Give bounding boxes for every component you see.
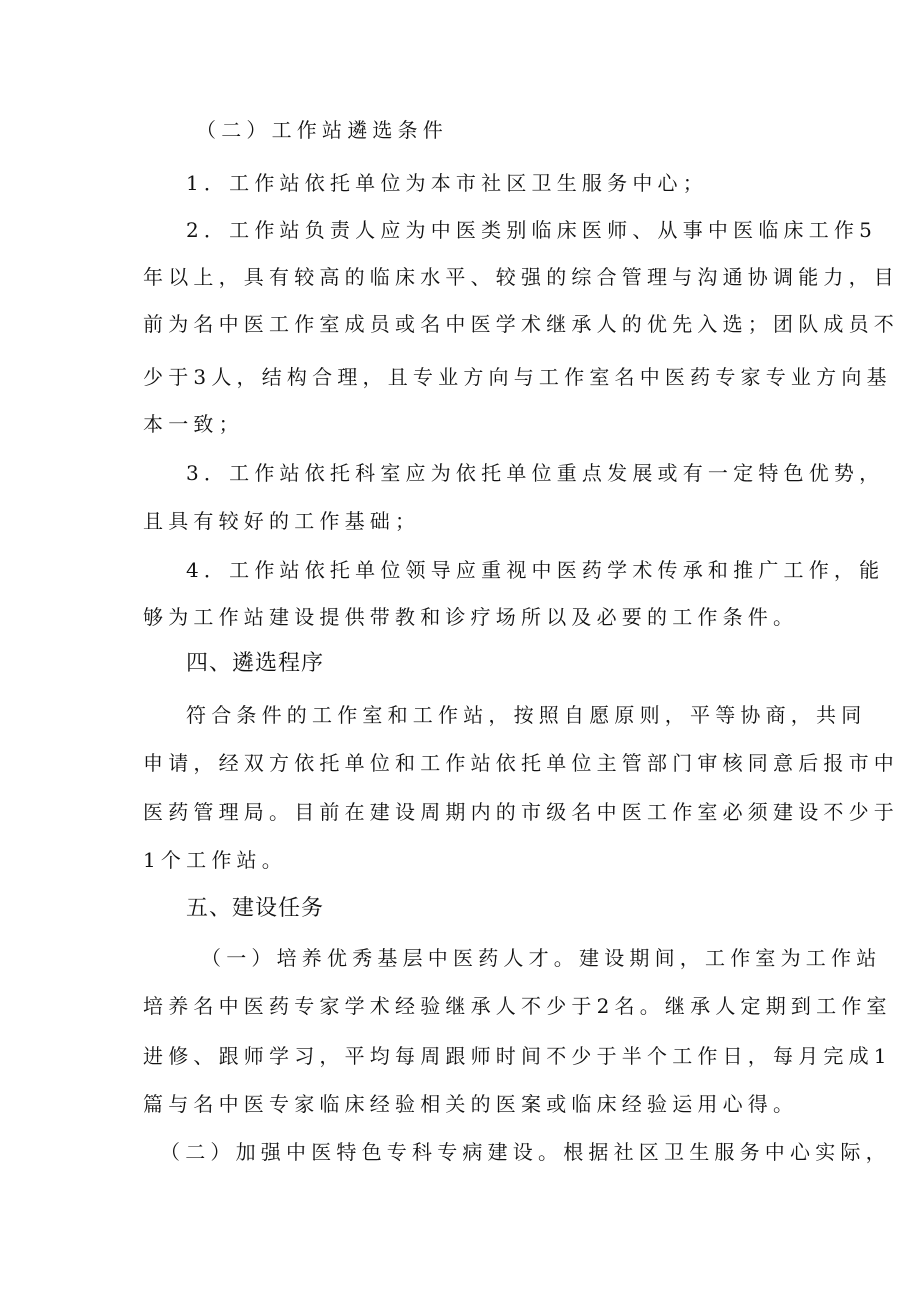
criteria-item-3-line-1: 3．工作站依托科室应为依托单位重点发展或有一定特色优势， bbox=[186, 461, 885, 485]
task-1-line-4: 篇与名中医专家临床经验相关的医案或临床经验运用心得。 bbox=[143, 1092, 799, 1116]
criteria-item-2-line-2: 年以上，具有较高的临床水平、较强的综合管理与沟通协调能力，目 bbox=[143, 265, 899, 289]
heading-selection-procedure: 四、遴选程序 bbox=[186, 651, 325, 676]
task-1-line-1: （一）培养优秀基层中医药人才。建设期间，工作室为工作站 bbox=[201, 946, 882, 970]
task-2-line-1: （二）加强中医特色专科专病建设。根据社区卫生服务中心实际， bbox=[160, 1140, 891, 1164]
criteria-item-2-line-5: 本一致； bbox=[143, 412, 244, 436]
criteria-item-3-line-2: 且具有较好的工作基础； bbox=[143, 509, 421, 533]
criteria-item-2-line-1: 2．工作站负责人应为中医类别临床医师、从事中医临床工作5 bbox=[186, 218, 878, 242]
procedure-line-2: 申请，经双方依托单位和工作站依托单位主管部门审核同意后报市中 bbox=[143, 751, 899, 775]
criteria-item-4-line-1: 4．工作站依托单位领导应重视中医药学术传承和推广工作，能 bbox=[186, 558, 885, 582]
procedure-line-1: 符合条件的工作室和工作站，按照自愿原则，平等协商，共同 bbox=[186, 703, 867, 727]
task-1-line-2: 培养名中医药专家学术经验继承人不少于2名。继承人定期到工作室 bbox=[143, 994, 892, 1018]
criteria-item-1: 1．工作站依托单位为本市社区卫生服务中心； bbox=[186, 171, 708, 195]
task-1-line-3: 进修、跟师学习，平均每周跟师时间不少于半个工作日，每月完成1 bbox=[143, 1044, 892, 1068]
criteria-item-4-line-2: 够为工作站建设提供带教和诊疗场所以及必要的工作条件。 bbox=[143, 605, 799, 629]
heading-construction-tasks: 五、建设任务 bbox=[186, 896, 325, 921]
procedure-line-4: 1个工作站。 bbox=[143, 848, 287, 872]
procedure-line-3: 医药管理局。目前在建设周期内的市级名中医工作室必须建设不少于 bbox=[143, 800, 899, 824]
criteria-item-2-line-4: 少于3人，结构合理，且专业方向与工作室名中医药专家专业方向基 bbox=[143, 365, 892, 389]
section-title-selection-criteria: （二）工作站遴选条件 bbox=[196, 118, 448, 142]
criteria-item-2-line-3: 前为名中医工作室成员或名中医学术继承人的优先入选；团队成员不 bbox=[143, 312, 899, 336]
